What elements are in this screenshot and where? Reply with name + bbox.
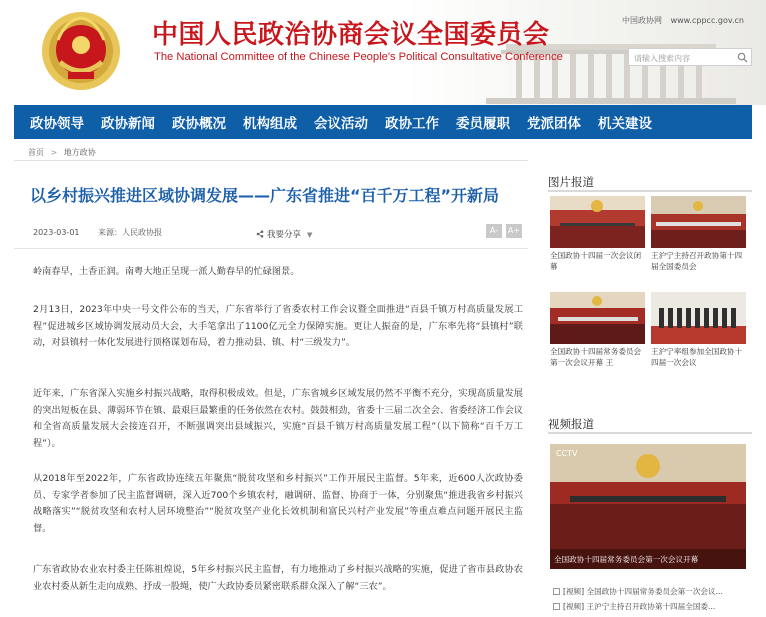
article-date: 2023-03-01 bbox=[33, 228, 80, 237]
video-play-icon bbox=[553, 588, 560, 595]
top-links bbox=[616, 15, 744, 26]
article-source: 来源：人民政协报 bbox=[98, 228, 163, 237]
cppcc-emblem-icon bbox=[40, 10, 122, 92]
photo-caption[interactable]: 王沪宁率组参加全国政协十四届一次会议 bbox=[651, 347, 743, 367]
top-link-url[interactable]: www.cppcc.gov.cn bbox=[670, 16, 744, 25]
article-paragraph: 近年来，广东省深入实施乡村振兴战略，取得积极成效。但是，广东省城乡区域发展仍然不平衡不充分，实现高质量发展的突出短板在县、薄弱环节在镇、最艰巨最繁重的任务依然在农村。鼓鼓相劲，省委十三届二次全会、省委经济工作会议和全省高质量发展大会接连召开，不断强调突出县域振兴，实施“百县千镇万村高质量发展工程”（以下简称“百千万工程”）。 bbox=[33, 388, 523, 449]
nav-item-construction[interactable]: 机关建设 bbox=[598, 116, 652, 132]
photo-news-item[interactable] bbox=[550, 292, 645, 370]
breadcrumb bbox=[28, 147, 96, 158]
video-link[interactable] bbox=[553, 601, 749, 612]
nav-item-news[interactable]: 政协新闻 bbox=[101, 116, 155, 132]
photo-thumbnail[interactable] bbox=[550, 292, 645, 344]
site-title: 中国人民政治协商会议全国委员会 bbox=[152, 20, 550, 50]
main-nav bbox=[14, 105, 752, 139]
photo-thumbnail[interactable] bbox=[651, 292, 746, 344]
site-header bbox=[0, 0, 766, 105]
video-play-icon bbox=[553, 603, 560, 610]
photo-thumbnail[interactable] bbox=[651, 196, 746, 248]
breadcrumb-divider bbox=[14, 160, 528, 161]
photo-news-item[interactable] bbox=[651, 292, 746, 370]
photo-caption[interactable]: 全国政协十四届常务委员会第一次会议开幕 王 bbox=[550, 347, 642, 367]
search-placeholder: 请输入搜索内容 bbox=[634, 54, 690, 63]
nav-item-parties[interactable]: 党派团体 bbox=[527, 116, 581, 132]
photo-caption[interactable]: 王沪宁主持召开政协第十四届全国委员会 bbox=[651, 251, 743, 271]
article-meta bbox=[33, 227, 178, 238]
top-link-site[interactable]: 中国政协网 bbox=[622, 16, 663, 25]
nav-item-work[interactable]: 政协工作 bbox=[385, 116, 439, 132]
search-input[interactable] bbox=[628, 48, 752, 66]
meta-divider bbox=[14, 248, 528, 249]
video-player[interactable] bbox=[550, 444, 746, 569]
cctv-logo: CCTV bbox=[556, 449, 578, 458]
nav-item-members[interactable]: 委员履职 bbox=[456, 116, 510, 132]
article-paragraph: 2月13日，2023年中央一号文件公布的当天，广东省举行了省委农村工作会议暨全面推进“百县千镇万村高质量发展工程”促进城乡区域协调发展动员大会，大手笔拿出了1100亿元全力保障实施。更让人振奋的是，广东率先将“县镇村”联动，对县镇村一体化发展进行顶格谋划布局，着力推动县、镇、村“三级发力”。 bbox=[33, 304, 523, 348]
search-icon[interactable] bbox=[737, 52, 748, 63]
site-title-english: The National Committee of the Chinese People's Political Consultative Conference bbox=[154, 51, 563, 63]
chevron-down-icon: ▼ bbox=[307, 231, 313, 239]
breadcrumb-current[interactable]: 地方政协 bbox=[63, 148, 96, 157]
video-link[interactable] bbox=[553, 586, 749, 597]
font-larger-button[interactable]: A+ bbox=[506, 224, 522, 238]
nav-item-organization[interactable]: 机构组成 bbox=[243, 116, 297, 132]
photo-news-divider bbox=[548, 190, 752, 192]
share-button[interactable] bbox=[256, 228, 312, 240]
photo-thumbnail[interactable] bbox=[550, 196, 645, 248]
video-news-heading: 视频报道 bbox=[548, 417, 594, 431]
video-link-label[interactable]: [视频] 王沪宁主持召开政协第十四届全国委... bbox=[563, 602, 716, 611]
font-smaller-button[interactable]: A- bbox=[486, 224, 502, 238]
photo-news-item[interactable] bbox=[651, 196, 746, 274]
video-caption[interactable]: 全国政协十四届常务委员会第一次会议开幕 bbox=[550, 549, 746, 569]
article-paragraph: 广东省政协农业农村委主任陈祖煌说，5年乡村振兴民主监督，有力地推动了乡村振兴战略的实施，促进了省市县政协农业农村委从新生走向成熟、抒成一股绳，使广大政协委员紧密联系群众深入了解“三农”。 bbox=[33, 564, 523, 592]
article-paragraph: 从2018年至2022年，广东省政协连续五年聚焦“脱贫攻坚和乡村振兴”工作开展民主监督。5年来，近600人次政协委员、专家学者参加了民主监督调研，深入近700个乡镇农村，融调研、监督、协商于一体，分别聚焦“推进我省乡村振兴战略落实”“脱贫攻坚和农村人居环境整治”“脱贫攻坚产业化长效机制和富民兴村产业发展”等重点难点问题开展民主监督。 bbox=[33, 473, 523, 534]
video-link-label[interactable]: [视频] 全国政协十四届常务委员会第一次会议... bbox=[563, 587, 723, 596]
share-icon bbox=[256, 230, 264, 238]
breadcrumb-separator: > bbox=[50, 148, 58, 157]
video-news-divider bbox=[548, 432, 752, 434]
photo-caption[interactable]: 全国政协十四届一次会议闭幕 bbox=[550, 251, 642, 271]
nav-item-leaders[interactable]: 政协领导 bbox=[30, 116, 84, 132]
article-title: 以乡村振兴推进区域协调发展——广东省推进“百千万工程”开新局 bbox=[30, 186, 500, 205]
photo-news-heading: 图片报道 bbox=[548, 175, 594, 189]
share-label: 我要分享 bbox=[267, 230, 302, 240]
nav-item-overview[interactable]: 政协概况 bbox=[172, 116, 226, 132]
breadcrumb-home[interactable]: 首页 bbox=[28, 148, 44, 157]
article-paragraph: 岭南春早，土香正润。南粤大地正呈现一派人勤春早的忙碌图景。 bbox=[33, 266, 300, 277]
nav-item-meetings[interactable]: 会议活动 bbox=[314, 116, 368, 132]
photo-news-item[interactable] bbox=[550, 196, 645, 274]
